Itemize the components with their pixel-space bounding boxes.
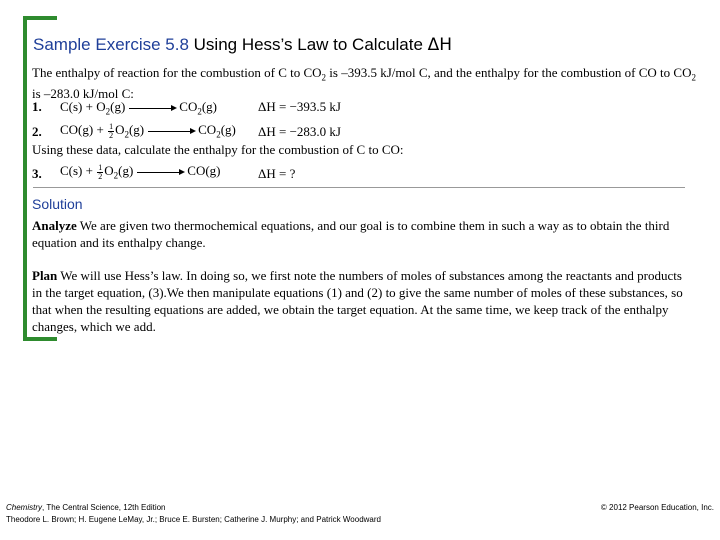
equation-2-lhs: CO(g) + <box>60 122 104 137</box>
plan-paragraph <box>32 267 692 335</box>
fraction-half: $\frac{1}{2}$ <box>109 121 114 140</box>
equation-1-rhs: CO <box>179 99 198 114</box>
intro-part-1: The enthalpy of reaction for the combustion of C to CO <box>32 65 322 80</box>
analyze-label: Analyze <box>32 218 77 233</box>
equation-3-enthalpy: ΔH = ? <box>258 166 296 181</box>
intro-text: The enthalpy of reaction for the combustion of C to $CO_2$ is –393.5 kJ/mol C, and the enthalpy for the combustion of CO to $CO_2$ is –283.0 kJ/mol C: <box>32 65 696 101</box>
solution-heading: Solution <box>32 196 83 212</box>
footer-copyright: © 2012 Pearson Education, Inc. <box>600 503 714 512</box>
equation-1-number: 1. <box>32 99 42 114</box>
equation-3-number: 3. <box>32 166 42 181</box>
intro-part-3: is –283.0 kJ/mol C: <box>32 85 134 101</box>
equation-2-rhs: CO <box>198 122 217 137</box>
fraction-half: $\frac{1}{2}$ <box>98 162 103 181</box>
reaction-arrow-icon <box>137 172 183 173</box>
footer-authors: Theodore L. Brown; H. Eugene LeMay, Jr.; Bruce E. Bursten; Catherine J. Murphy; and Patrick Woodward <box>6 515 381 524</box>
footer-book-title: Chemistry <box>6 503 43 512</box>
analyze-paragraph <box>32 217 692 251</box>
reaction-arrow-icon <box>129 108 175 109</box>
equation-2-number: 2. <box>32 124 42 139</box>
plan-text: We will use Hess’s law. In doing so, we first note the numbers of moles of substances among the reactants and products in the target equation, (3).We then manipulate equations (1) and (2) to give the same number of moles of these substances, so that when the resulting equations are added, we obtain the target equation. At the same time, we keep track of the enthalpy changes, which we add. <box>32 268 683 334</box>
equation-2: CO(g) + $\frac{1}{2}$ $O_2(g)$ $CO_2(g)$ <box>60 121 236 140</box>
title-text: Using Hess’s Law to Calculate <box>193 35 423 54</box>
equation-2-enthalpy: ΔH = −283.0 kJ <box>258 124 341 139</box>
equation-1: $C(s) + O_2(g)$ $CO_2(g)$ <box>60 99 218 117</box>
footer-citation <box>6 502 381 526</box>
equation-3-rhs: CO(g) <box>187 163 221 178</box>
reaction-arrow-icon <box>148 131 194 132</box>
equation-1-enthalpy: ΔH = −393.5 kJ <box>258 99 341 114</box>
footer-subtitle: , The Central Science <box>42 503 119 512</box>
equation-3-lhs: C(s) + <box>60 163 93 178</box>
equation-3: C(s) + $\frac{1}{2}$ $O_2(g)$ CO(g) <box>60 162 221 181</box>
footer-edition: , 12th Edition <box>118 503 166 512</box>
intro-part-2: is –393.5 kJ/mol C, and the enthalpy for the combustion of CO to CO <box>326 65 692 80</box>
equation-1-state: (g) <box>201 99 218 114</box>
instruction-text: Using these data, calculate the enthalpy for the combustion of C to CO: <box>32 142 404 157</box>
equation-2-state: (g) <box>220 122 236 137</box>
plan-label: Plan <box>32 268 58 283</box>
analyze-text: We are given two thermochemical equations, and our goal is to combine them in such a way as to obtain the third equation and its enthalpy change. <box>32 218 670 250</box>
divider <box>33 187 685 188</box>
title-label: Sample Exercise 5.8 <box>33 35 189 54</box>
page-title <box>33 35 452 55</box>
title-symbol: ΔH <box>427 35 453 55</box>
equation-1-lhs: C(s) + O <box>60 99 106 114</box>
